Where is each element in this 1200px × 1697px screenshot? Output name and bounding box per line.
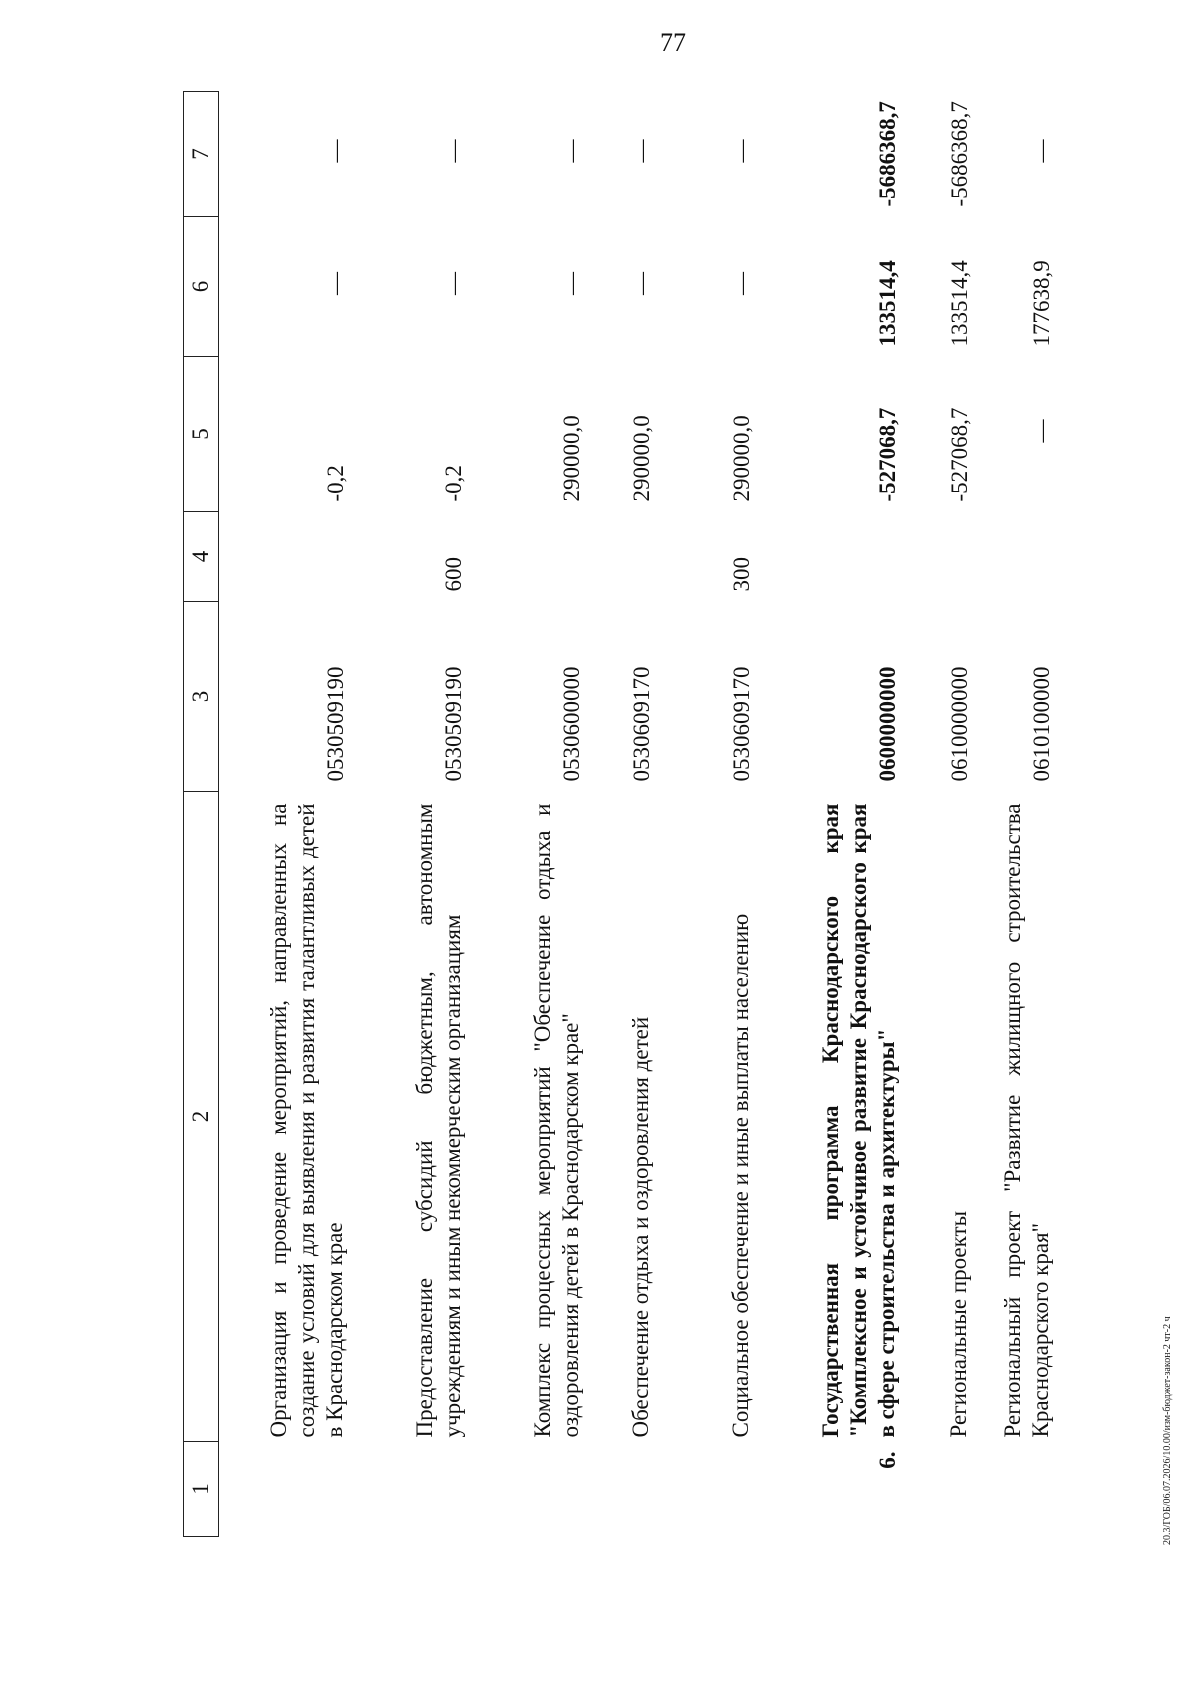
row-value-7: — bbox=[629, 139, 654, 163]
row-code: 0610000000 bbox=[947, 666, 972, 782]
row-code: 0530609170 bbox=[729, 666, 754, 782]
row-code: 0530600000 bbox=[559, 666, 584, 782]
row-value-5: 290000,0 bbox=[559, 415, 584, 502]
row-value-7: — bbox=[729, 139, 754, 163]
row-value-6: 177638,9 bbox=[1029, 260, 1054, 347]
row-value-5: — bbox=[1029, 419, 1054, 443]
table-row bbox=[585, 92, 655, 1537]
row-name: Социальное обеспечение и иные выплаты населению bbox=[727, 913, 753, 1438]
table-row bbox=[219, 92, 350, 1537]
row-code: 0530509190 bbox=[441, 666, 466, 782]
row-value-7: — bbox=[323, 139, 348, 163]
row-number bbox=[901, 1442, 973, 1537]
row-vr: 300 bbox=[729, 557, 754, 592]
row-code: 0530609170 bbox=[629, 666, 654, 782]
row-value-6: 133514,4 bbox=[875, 260, 900, 347]
table-row bbox=[973, 92, 1055, 1537]
row-name: Государственная программа Краснодарского края "Комплексное и устойчивое развитие Краснодарского края в сфере строительства и архитектуры" bbox=[817, 803, 899, 1438]
row-vr bbox=[219, 512, 350, 602]
table-row bbox=[901, 92, 973, 1537]
table-row bbox=[755, 92, 901, 1537]
row-value-6: — bbox=[559, 272, 584, 295]
row-value-7: -5686368,7 bbox=[875, 101, 900, 207]
header-col-3: 3 bbox=[184, 602, 219, 792]
row-code: 0600000000 bbox=[875, 666, 900, 782]
row-name: Региональный проект "Развитие жилищного строительства Краснодарского края" bbox=[999, 803, 1053, 1438]
header-col-4: 4 bbox=[184, 512, 219, 602]
budget-table-rotated bbox=[183, 92, 1143, 1537]
row-number bbox=[655, 1442, 755, 1537]
row-name: Предоставление субсидий бюджетным, автономным учреждениям и иным некоммерческим организациям bbox=[411, 803, 465, 1438]
header-col-7: 7 bbox=[184, 92, 219, 217]
table-row bbox=[655, 92, 755, 1537]
row-value-6: — bbox=[629, 272, 654, 295]
row-name: Организация и проведение мероприятий, направленных на создание условий для выявления и развития талантливых детей в Краснодарском крае bbox=[265, 803, 347, 1438]
row-code: 0530509190 bbox=[323, 666, 348, 782]
table-row bbox=[467, 92, 585, 1537]
table-header-row bbox=[184, 92, 219, 1537]
row-value-5: -527068,7 bbox=[875, 407, 900, 502]
row-value-7: -5686368,7 bbox=[947, 101, 972, 207]
row-vr bbox=[467, 512, 585, 602]
row-number bbox=[349, 1442, 467, 1537]
budget-table bbox=[183, 91, 1055, 1537]
row-value-6: — bbox=[729, 272, 754, 295]
page-number: 77 bbox=[660, 28, 686, 57]
row-value-6: 133514,4 bbox=[947, 260, 972, 347]
row-number bbox=[219, 1442, 350, 1537]
header-col-2: 2 bbox=[184, 792, 219, 1442]
document-code: 20.3/ГОБ/06.07.2026/10.00/изм-бюджет-закон-2 чт-2 ч bbox=[1162, 1316, 1173, 1545]
row-value-5: 290000,0 bbox=[629, 415, 654, 502]
row-vr bbox=[973, 512, 1055, 602]
row-value-6: — bbox=[441, 272, 466, 295]
table-row bbox=[349, 92, 467, 1537]
row-number bbox=[973, 1442, 1055, 1537]
row-value-5: -0,2 bbox=[323, 465, 348, 502]
row-code: 0610100000 bbox=[1029, 666, 1054, 782]
row-number bbox=[467, 1442, 585, 1537]
row-name: Комплекс процессных мероприятий "Обеспечение отдыха и оздоровления детей в Краснодарском крае" bbox=[529, 803, 583, 1438]
row-vr bbox=[901, 512, 973, 602]
row-vr bbox=[585, 512, 655, 602]
row-vr bbox=[755, 512, 901, 602]
row-value-7: — bbox=[559, 139, 584, 163]
row-value-7: — bbox=[1029, 139, 1054, 163]
row-value-6: — bbox=[323, 272, 348, 295]
header-col-5: 5 bbox=[184, 357, 219, 512]
header-col-6: 6 bbox=[184, 217, 219, 357]
row-number bbox=[585, 1442, 655, 1537]
row-number: 6. bbox=[875, 1451, 900, 1469]
row-vr: 600 bbox=[441, 557, 466, 592]
row-value-7: — bbox=[441, 139, 466, 163]
row-value-5: 290000,0 bbox=[729, 415, 754, 502]
row-value-5: -527068,7 bbox=[947, 407, 972, 502]
row-name: Региональные проекты bbox=[945, 1210, 971, 1438]
row-value-5: -0,2 bbox=[441, 465, 466, 502]
row-name: Обеспечение отдыха и оздоровления детей bbox=[627, 1016, 653, 1438]
header-col-1: 1 bbox=[184, 1442, 219, 1537]
